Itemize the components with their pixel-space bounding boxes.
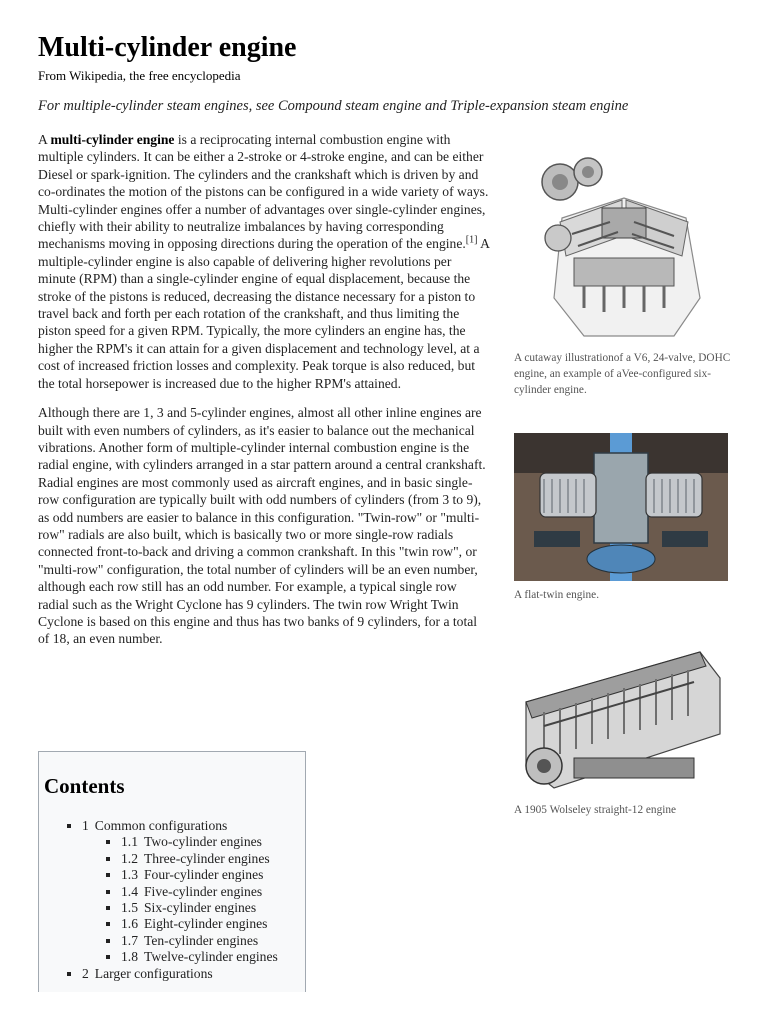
toc-sublist [82, 834, 278, 965]
toc-number: 1.3 [121, 867, 138, 883]
table-of-contents [38, 751, 306, 992]
toc-number: 1.8 [121, 949, 138, 965]
figure-caption: A cutaway illustrationof a V6, 24-valve, DOHC engine, an example of aVee-configured six-cylinder engine. [514, 352, 731, 396]
article-body [38, 131, 490, 660]
page-title: Multi-cylinder engine [38, 32, 297, 63]
toc-label: Twelve-cylinder engines [144, 949, 278, 965]
toc-label: Ten-cylinder engines [144, 932, 259, 948]
toc-label: Four-cylinder engines [144, 867, 264, 883]
straight-12-engine-photo[interactable] [514, 638, 728, 796]
toc-subitem[interactable] [121, 851, 278, 867]
toc-subitem[interactable] [121, 867, 278, 883]
toc-title: Contents [44, 774, 125, 798]
figure-straight-12 [514, 638, 728, 818]
toc-label: Three-cylinder engines [144, 850, 270, 866]
toc-number: 1 [82, 818, 89, 833]
toc-label: Two-cylinder engines [144, 834, 262, 850]
toc-number: 1.4 [121, 883, 138, 899]
toc-label: Common configurations [94, 818, 228, 833]
toc-label: Eight-cylinder engines [144, 916, 268, 932]
toc-label: Six-cylinder engines [144, 900, 257, 916]
toc-number: 1.2 [121, 850, 138, 866]
bold-term: multi-cylinder engine [50, 132, 175, 147]
toc-subitem[interactable] [121, 933, 278, 949]
site-tagline: From Wikipedia, the free encyclopedia [38, 68, 241, 83]
intro-paragraph [38, 131, 490, 392]
toc-subitem[interactable] [121, 949, 278, 965]
intro-lead: A [38, 132, 48, 147]
toc-subitem[interactable] [121, 900, 278, 916]
toc-subitem[interactable] [121, 884, 278, 900]
reference-link[interactable]: [1] [465, 234, 478, 246]
body-paragraph: Although there are 1, 3 and 5-cylinder engines, almost all other inline engines are built with even numbers of cylinders, as it's easier to balance out the mechanical vibrations. Another form of multiple-cylinder internal combustion engine is the radial engine, with cylinders arranged in a star pattern around a central crankshaft. Radial engines are most commonly used as aircraft engines, and in basic single-row configuration are typically built with odd numbers of cylinders (from 3 to 9), as odd numbers are easier to balance in this configuration. "Twin-row" or "multi-row" radials are also built, which is basically two or more single-row radials connected front-to-back and driving a common crankshaft. In this "twin row", or "multi-row" configuration, the total number of cylinders will be an even number, although each row still has an odd number. For example, a typical single row radial such as the Wright Cyclone has 9 cylinders. The twin row Wright Twin Cyclone is based on this engine and thus has two banks of 9 cylinders, for a total of 18, an even number. [38, 405, 486, 647]
toc-label: Five-cylinder engines [144, 883, 263, 899]
toc-number: 2 [82, 965, 89, 981]
toc-number: 1.5 [121, 900, 138, 916]
toc-item[interactable] [82, 818, 278, 966]
toc-subitem[interactable] [121, 834, 278, 850]
intro-text-continued: A multiple-cylinder engine is also capable of delivering higher revolutions per minute (RPM) than a single-cylinder engine of equal displacement, because the stroke of the pistons is reduced, decreasing the distance necessary for a piston to travel back and forth per each rotation of the crankshaft, and thus limiting the piston speed for a given RPM. Typically, the more cylinders an engine has, the higher the RPM's it can attain for a given displacement and technology level, at a cost of increased friction losses and complexity. Peak torque is also reduced, but the total horsepower is increased due to the higher RPM's attained. [38, 236, 490, 391]
intro-text: is a reciprocating internal combustion engine with multiple cylinders. It can be either a 2-stroke or 4-stroke engine, and can be either Diesel or spark-ignition. The cylinders and the crankshaft which is driven by and co-ordinates the motion of the pistons can be configured in a wide variety of ways. Multi-cylinder engines offer a number of advantages over single-cylinder engines, chiefly with their ability to neutralize imbalances by having corresponding mechanisms moving in opposing directions during the operation of the engine. [38, 132, 489, 252]
toc-item[interactable] [82, 966, 278, 982]
toc-label: Larger configurations [94, 965, 213, 981]
toc-number: 1.6 [121, 916, 138, 932]
toc-number: 1.1 [121, 834, 138, 850]
flat-twin-engine-photo[interactable] [514, 433, 728, 581]
figure-caption: A flat-twin engine. [514, 589, 600, 601]
toc-list [82, 818, 278, 982]
figure-caption: A 1905 Wolseley straight-12 engine [514, 804, 677, 816]
toc-subitem[interactable] [121, 916, 278, 932]
v6-engine-cutaway-illustration[interactable] [514, 138, 734, 344]
toc-number: 1.7 [121, 932, 138, 948]
figure-v6-engine [514, 138, 734, 398]
hatnote: For multiple-cylinder steam engines, see Compound steam engine and Triple-expansion steam engine [38, 98, 629, 114]
figure-flat-twin [514, 433, 728, 603]
